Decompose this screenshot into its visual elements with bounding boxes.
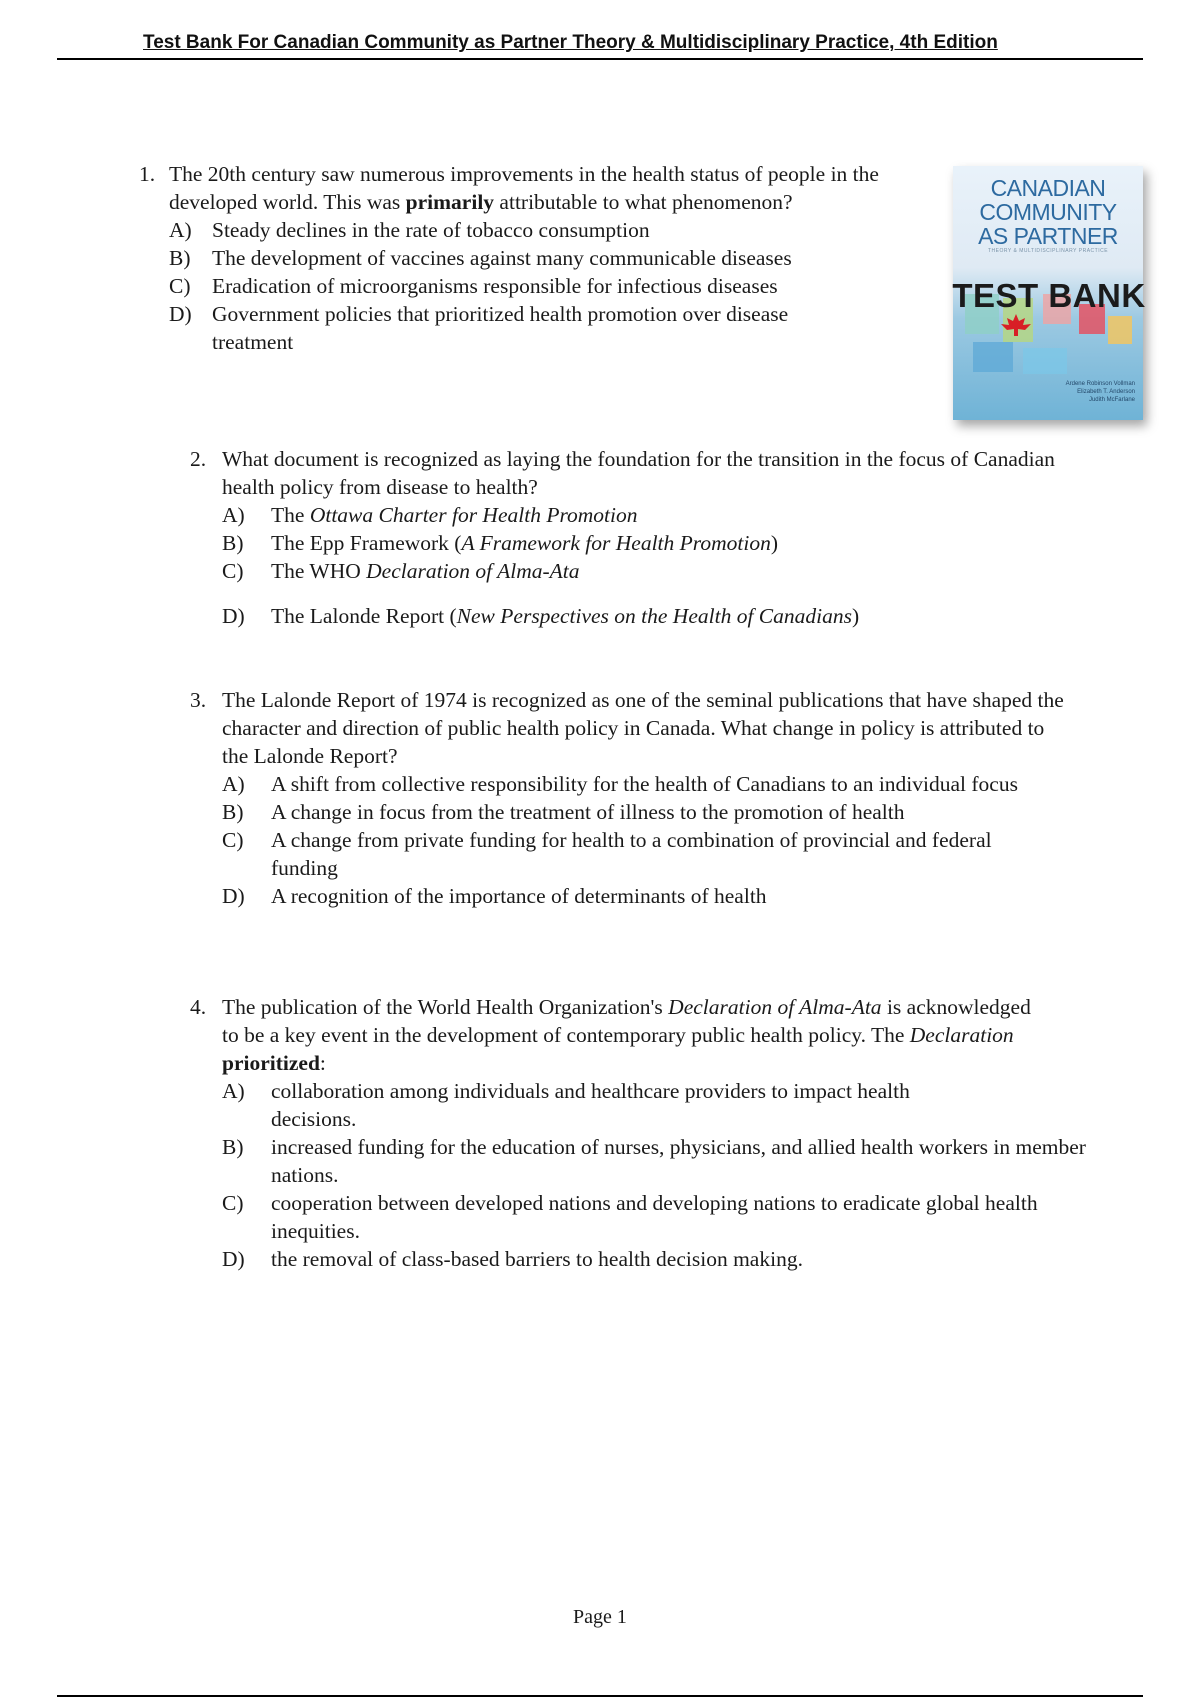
header-title: Test Bank For Canadian Community as Partner Theory & Multidisciplinary Practice, 4th Edition — [143, 32, 998, 53]
question-stem — [190, 993, 1090, 1077]
answer-option-a: A) collaboration among individuals and healthcare providers to impact health decisions. — [222, 1079, 910, 1131]
answer-option-c: C) The WHO Declaration of Alma-Ata — [222, 559, 580, 583]
answer-option-b: B) increased funding for the education of nurses, physicians, and allied health workers in member nations. — [222, 1135, 1086, 1187]
cover-author: Elizabeth T. Anderson — [1077, 389, 1135, 395]
cover-title-line-3: AS PARTNER — [978, 223, 1118, 249]
page-header — [57, 30, 1143, 60]
answer-option-d: D) Government policies that prioritized health promotion over disease treatment — [169, 302, 789, 354]
answer-option-a: A) The Ottawa Charter for Health Promotion — [222, 503, 638, 527]
emphasis: prioritized — [222, 1051, 320, 1075]
cover-authors — [1025, 380, 1135, 404]
emphasis: primarily — [405, 190, 495, 214]
question-text: What document is recognized as laying the foundation for the transition in the focus of Canadian health policy from disease to health? — [222, 447, 1055, 499]
question-stem — [190, 686, 1090, 770]
answer-option-c: C) Eradication of microorganisms responsible for infectious diseases — [169, 274, 778, 298]
question-1 — [139, 160, 919, 356]
question-text: The publication of the World Health Organization's Declaration of Alma-Ata is acknowledged to be a key event in the development of contemporary public health policy. The Declaration prioritized: — [222, 995, 1031, 1075]
cover-subtitle: THEORY & MULTIDISCIPLINARY PRACTICE — [987, 248, 1109, 254]
cover-image-tile — [1108, 316, 1132, 344]
cover-author: Judith McFarlane — [1088, 397, 1135, 403]
cover-title — [953, 176, 1143, 248]
answer-option-d: D) The Lalonde Report (New Perspectives on the Health of Canadians) — [222, 604, 860, 628]
question-text: The 20th century saw numerous improvements in the health status of people in the developed world. This was primarily attributable to what phenomenon? — [169, 162, 879, 214]
answer-option-b: B) The development of vaccines against many communicable diseases — [169, 246, 792, 270]
cover-image-tile — [1023, 348, 1067, 374]
question-2 — [190, 445, 1090, 630]
question-4 — [190, 993, 1090, 1273]
cover-title-line-1: CANADIAN — [990, 175, 1106, 201]
question-number: 3. — [190, 688, 207, 712]
question-number: 4. — [190, 995, 207, 1019]
question-text: The Lalonde Report of 1974 is recognized as one of the seminal publications that have shaped the character and direction of public health policy in Canada. What change in policy is attributed to the Lalonde Report? — [222, 688, 1064, 768]
question-stem — [190, 445, 1090, 501]
page-number: Page 1 — [573, 1606, 627, 1628]
question-number: 2. — [190, 447, 207, 471]
answer-option-b: B) The Epp Framework (A Framework for Health Promotion) — [222, 531, 778, 555]
question-3 — [190, 686, 1090, 910]
answer-option-a: A) A shift from collective responsibility for the health of Canadians to an individual focus — [222, 772, 1018, 796]
footer-divider — [57, 1695, 1143, 1697]
question-stem — [139, 160, 919, 216]
answer-option-d: D) the removal of class-based barriers to health decision making. — [222, 1247, 803, 1271]
answer-option-c: C) cooperation between developed nations and developing nations to eradicate global health inequities. — [222, 1191, 1038, 1243]
cover-author: Ardene Robinson Vollman — [1065, 381, 1135, 387]
cover-image-tile — [973, 342, 1013, 372]
answer-option-a: A) Steady declines in the rate of tobacco consumption — [169, 218, 650, 242]
answer-option-d: D) A recognition of the importance of determinants of health — [222, 884, 767, 908]
answer-option-c: C) A change from private funding for health to a combination of provincial and federal funding — [222, 828, 992, 880]
maple-leaf-icon — [1001, 314, 1031, 336]
test-bank-banner: TEST BANK — [952, 277, 1146, 314]
cover-title-line-2: COMMUNITY — [979, 199, 1117, 225]
question-number: 1. — [139, 162, 156, 186]
answer-option-b: B) A change in focus from the treatment of illness to the promotion of health — [222, 800, 905, 824]
